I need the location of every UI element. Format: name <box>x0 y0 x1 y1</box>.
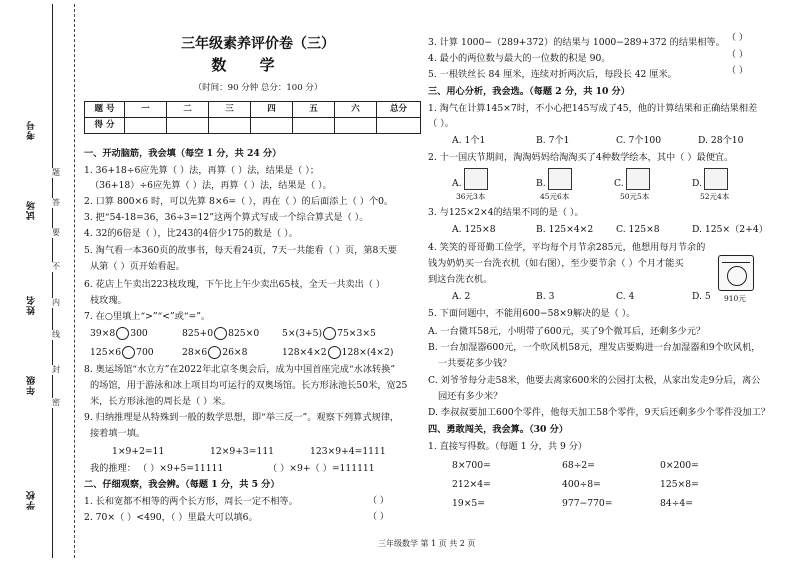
score-cell[interactable] <box>293 118 335 134</box>
choice-option[interactable]: B. 一台加湿器600元，一个吹风机58元，理发店要购进一台加湿器和9个吹风机， <box>428 342 761 353</box>
choice-option[interactable]: B. 3 <box>536 291 555 302</box>
calc-item[interactable]: 0×200= <box>660 460 699 471</box>
compare-right: 128×(4×2) <box>341 347 394 358</box>
score-cell[interactable] <box>167 118 209 134</box>
book-letter[interactable]: A. <box>452 178 462 189</box>
question-1a: 1. 36+18÷6应先算（ ）法，再算（ ）法，结果是（ ）； <box>84 165 320 176</box>
choice-option-cont: 园还有多少米？ <box>438 391 503 402</box>
label-exam-number: 考号 <box>27 120 37 140</box>
reasoning-2: （ ）×9+（ ）=111111 <box>268 463 375 474</box>
score-table-header: 四 <box>251 102 293 118</box>
compare-right: 75×3×5 <box>337 328 376 339</box>
judge-5: 5. 一根铁丝长 84 厘米，连续对折两次后，每段长 42 厘米。 <box>428 69 677 80</box>
choice-option[interactable]: A. 一台微耳58元，小明带了600元，买了9个微耳后，还剩多少元？ <box>428 326 706 337</box>
seal-char: 题 <box>52 168 60 177</box>
compare-left: 39×8 <box>90 328 116 339</box>
label-school: 学校 <box>27 490 37 510</box>
score-table-header: 二 <box>167 102 209 118</box>
subject-title: 数 学 <box>211 56 289 74</box>
page-title: 三年级素养评价卷（三） <box>181 36 335 52</box>
compare-item <box>182 346 247 359</box>
score-cell[interactable] <box>251 118 293 134</box>
compare-right: 26×8 <box>222 347 248 358</box>
label-exam-room: 试场 <box>27 200 37 220</box>
calc-heading: 1. 直接写得数。（每题 1 分，共 9 分） <box>428 441 588 452</box>
question-8c: 米，长方形泳池的周长是（ ）米。 <box>90 396 231 407</box>
judge-2: 2. 70×（ ）<490，（ ）里最大可以填6。 <box>84 512 258 523</box>
compare-item <box>90 327 148 340</box>
score-cell[interactable] <box>335 118 377 134</box>
choice-option[interactable]: C. 4 <box>616 291 635 302</box>
choice-option-cont: 一共要花多少钱？ <box>438 358 512 369</box>
compare-left: 28×6 <box>182 347 208 358</box>
choice-4b: 钱为奶奶买一台洗衣机（如右图），至少要节余（ ）个月才能买 <box>428 258 684 269</box>
judge-1: 1. 长和宽都不相等的两个长方形，周长一定不相等。 <box>84 496 298 507</box>
question-1b: （36+18）÷6应先算（ ）法，再算（ ）法，结果是（ ）。 <box>90 180 332 191</box>
fold-line <box>74 4 75 558</box>
score-table-header: 三 <box>209 102 251 118</box>
choice-1a: 1. 淘气在计算145×7时，不小心把145写成了45，他的计算结果和正确结果相差 <box>428 103 758 114</box>
section-1-heading: 一、开动脑筋，我会填（每空 1 分，共 24 分） <box>84 148 282 159</box>
question-7: 7. 在○里填上“>”“<”或“=”。 <box>84 311 211 322</box>
calc-item[interactable]: 8×700= <box>452 460 491 471</box>
seal-char: 内 <box>52 298 60 307</box>
answer-paren[interactable]: （ ） <box>368 496 389 506</box>
question-3: 3. 把“54-18=36，36÷3=12”这两个算式写成一个综合算式是（ ）。 <box>84 212 369 223</box>
compare-left: 125×6 <box>90 347 122 358</box>
question-4: 4. 32的6倍是（ ），比243的4倍少175的数是（ ）。 <box>84 228 298 239</box>
pattern-formula: 123×9+4=1111 <box>310 446 386 457</box>
book-image <box>548 168 572 190</box>
question-9b: 接着填一填。 <box>90 428 146 439</box>
choice-2: 2. 十一国庆节期间，淘淘妈妈给淘淘买了4种数学绘本，其中（ ）最便宜。 <box>428 152 734 163</box>
compare-circle[interactable] <box>122 346 135 359</box>
book-price: 36元3本 <box>456 192 486 201</box>
choice-4a: 4. 笑笑的哥哥勤工俭学，平均每个月节余285元，他想用每月节余的 <box>428 242 706 253</box>
binding-margin <box>0 0 78 561</box>
compare-circle[interactable] <box>214 327 227 340</box>
reasoning-1: （ ）×9+5=11111 <box>138 463 224 474</box>
compare-item <box>282 346 393 359</box>
pattern-formula: 12×9+3=111 <box>210 446 275 457</box>
section-4-heading: 四、勇敢闯关，我会算。（30 分） <box>428 424 569 435</box>
compare-right: 825×0 <box>228 328 260 339</box>
compare-right: 300 <box>130 328 148 339</box>
seal-char: 线 <box>52 330 60 339</box>
score-table-header: 六 <box>335 102 377 118</box>
choice-option[interactable]: D. 28个10 <box>698 135 744 146</box>
question-5b: 从第（ ）页开始看起。 <box>90 261 185 272</box>
compare-item <box>282 327 376 340</box>
seal-char: 封 <box>52 365 60 374</box>
book-price: 50元5本 <box>620 192 650 201</box>
reasoning-label: 我的推理： <box>90 463 136 474</box>
choice-option[interactable]: C. 7个100 <box>616 135 662 146</box>
calc-item[interactable]: 125×8= <box>660 479 699 490</box>
compare-item <box>90 346 154 359</box>
choice-5: 5. 下面问题中，不能用600−58×9解决的是（ ）。 <box>428 308 636 319</box>
choice-option[interactable]: C. 刘爷爷每分走58米，他要去离家600米的公园打太极，从家出发走9分后，离公 <box>428 375 761 386</box>
choice-option[interactable]: A. 1个1 <box>452 135 486 146</box>
calc-item[interactable]: 212×4= <box>452 479 491 490</box>
seal-char: 答 <box>52 198 60 207</box>
choice-option[interactable]: D. 李叔叔要加工600个零件，他每天加工58个零件，9天后还剩多少个零件没加工？ <box>428 407 770 418</box>
compare-circle[interactable] <box>328 346 341 359</box>
question-5a: 5. 淘气看一本360页的故事书，每天看24页，7天一共能看（ ）页，第8天要 <box>84 245 397 256</box>
book-letter[interactable]: B. <box>536 178 546 189</box>
choice-option[interactable]: D. 125×（2+4） <box>692 224 768 235</box>
answer-paren[interactable]: （ ） <box>727 33 748 43</box>
choice-4c: 到这台洗衣机。 <box>428 274 493 285</box>
calc-item[interactable]: 977−770= <box>562 498 613 509</box>
compare-left: 5×(3+5) <box>282 328 323 339</box>
score-cell[interactable] <box>125 118 167 134</box>
seal-char: 密 <box>52 398 60 407</box>
choice-option[interactable]: C. 125×8 <box>616 224 660 235</box>
calc-item[interactable]: 19×5= <box>452 498 485 509</box>
binding-line <box>52 4 53 558</box>
score-table-row-label: 得 分 <box>85 118 125 134</box>
choice-option[interactable]: B. 125×4×2 <box>536 224 594 235</box>
book-price: 45元6本 <box>540 192 570 201</box>
score-table <box>84 101 421 134</box>
washer-price: 910元 <box>724 294 746 303</box>
choice-option[interactable]: B. 7个1 <box>536 135 570 146</box>
label-name: 姓名 <box>27 295 37 315</box>
washer-door <box>727 266 747 286</box>
seal-char: 要 <box>52 228 60 237</box>
question-8b: 的场馆，用于游泳和冰上项目均可运行的双奥场馆。长方形泳池长50米，宽25 <box>90 380 408 391</box>
score-table-header: 总分 <box>377 102 421 118</box>
calc-item[interactable]: 84÷4= <box>660 498 693 509</box>
answer-paren[interactable]: （ ） <box>727 66 748 76</box>
choice-option[interactable]: D. 5 <box>692 291 711 302</box>
choice-3: 3. 与125×2×4的结果不同的是（ ）。 <box>428 207 584 218</box>
compare-circle[interactable] <box>208 346 221 359</box>
book-price: 52元4本 <box>700 192 730 201</box>
question-2: 2. 口算 800×6 时，可以先算 8×6=（ ），再在（ ）的后面添上（ ）个0。 <box>84 196 394 207</box>
choice-1b: （ ）。 <box>428 118 454 129</box>
time-score-info: （时间：90 分钟 总分：100 分） <box>193 83 323 93</box>
compare-circle[interactable] <box>116 327 129 340</box>
calc-item[interactable]: 68÷2= <box>562 460 595 471</box>
compare-left: 825+0 <box>182 328 214 339</box>
calc-item[interactable]: 400÷8= <box>562 479 601 490</box>
seal-char: 不 <box>52 262 60 271</box>
answer-paren[interactable]: （ ） <box>727 50 748 60</box>
compare-right: 700 <box>136 347 154 358</box>
label-grade: 年级 <box>27 375 37 395</box>
pattern-formula: 1×9+2=11 <box>112 446 165 457</box>
compare-item <box>182 327 259 340</box>
washer-panel <box>722 259 750 263</box>
book-image <box>464 168 488 190</box>
question-6a: 6. 花店上午卖出223枝玫瑰，下午比上午少卖出65枝，全天一共卖出（ ） <box>84 279 386 290</box>
book-image <box>704 168 728 190</box>
book-letter[interactable]: D. <box>692 178 702 189</box>
question-8a: 8. 奥运场馆“水立方”在2022年北京冬奥会后，成为中国首座完成“水冰转换” <box>84 364 396 375</box>
score-table-header: 一 <box>125 102 167 118</box>
score-table-header: 五 <box>293 102 335 118</box>
washing-machine-image <box>718 255 754 291</box>
choice-option[interactable]: A. 125×8 <box>452 224 496 235</box>
judge-4: 4. 最小的两位数与最大的一位数的积是 90。 <box>428 53 611 64</box>
section-3-heading: 三、用心分析，我会选。（每题 2 分，共 10 分） <box>428 86 630 97</box>
question-9a: 9. 归纳推理是从特殊到一般的数学思想，即“举三反一”。观察下列算式规律， <box>84 412 400 423</box>
book-image <box>626 168 650 190</box>
compare-left: 128×4×2 <box>282 347 327 358</box>
page-footer: 三年级数学 第 1 页 共 2 页 <box>378 539 476 548</box>
score-cell[interactable] <box>377 118 421 134</box>
compare-circle[interactable] <box>323 327 336 340</box>
score-cell[interactable] <box>209 118 251 134</box>
section-2-heading: 二、仔细观察，我会辨。（每题 1 分，共 5 分） <box>84 479 280 490</box>
choice-option[interactable]: A. 2 <box>452 291 471 302</box>
score-table-header: 题 号 <box>85 102 125 118</box>
question-6b: 枝玫瑰。 <box>90 295 127 306</box>
answer-paren[interactable]: （ ） <box>368 512 389 522</box>
book-letter[interactable]: C. <box>614 178 624 189</box>
judge-3: 3. 计算 1000−（289+372）的结果与 1000−289+372 的结果相等。 <box>428 37 725 48</box>
